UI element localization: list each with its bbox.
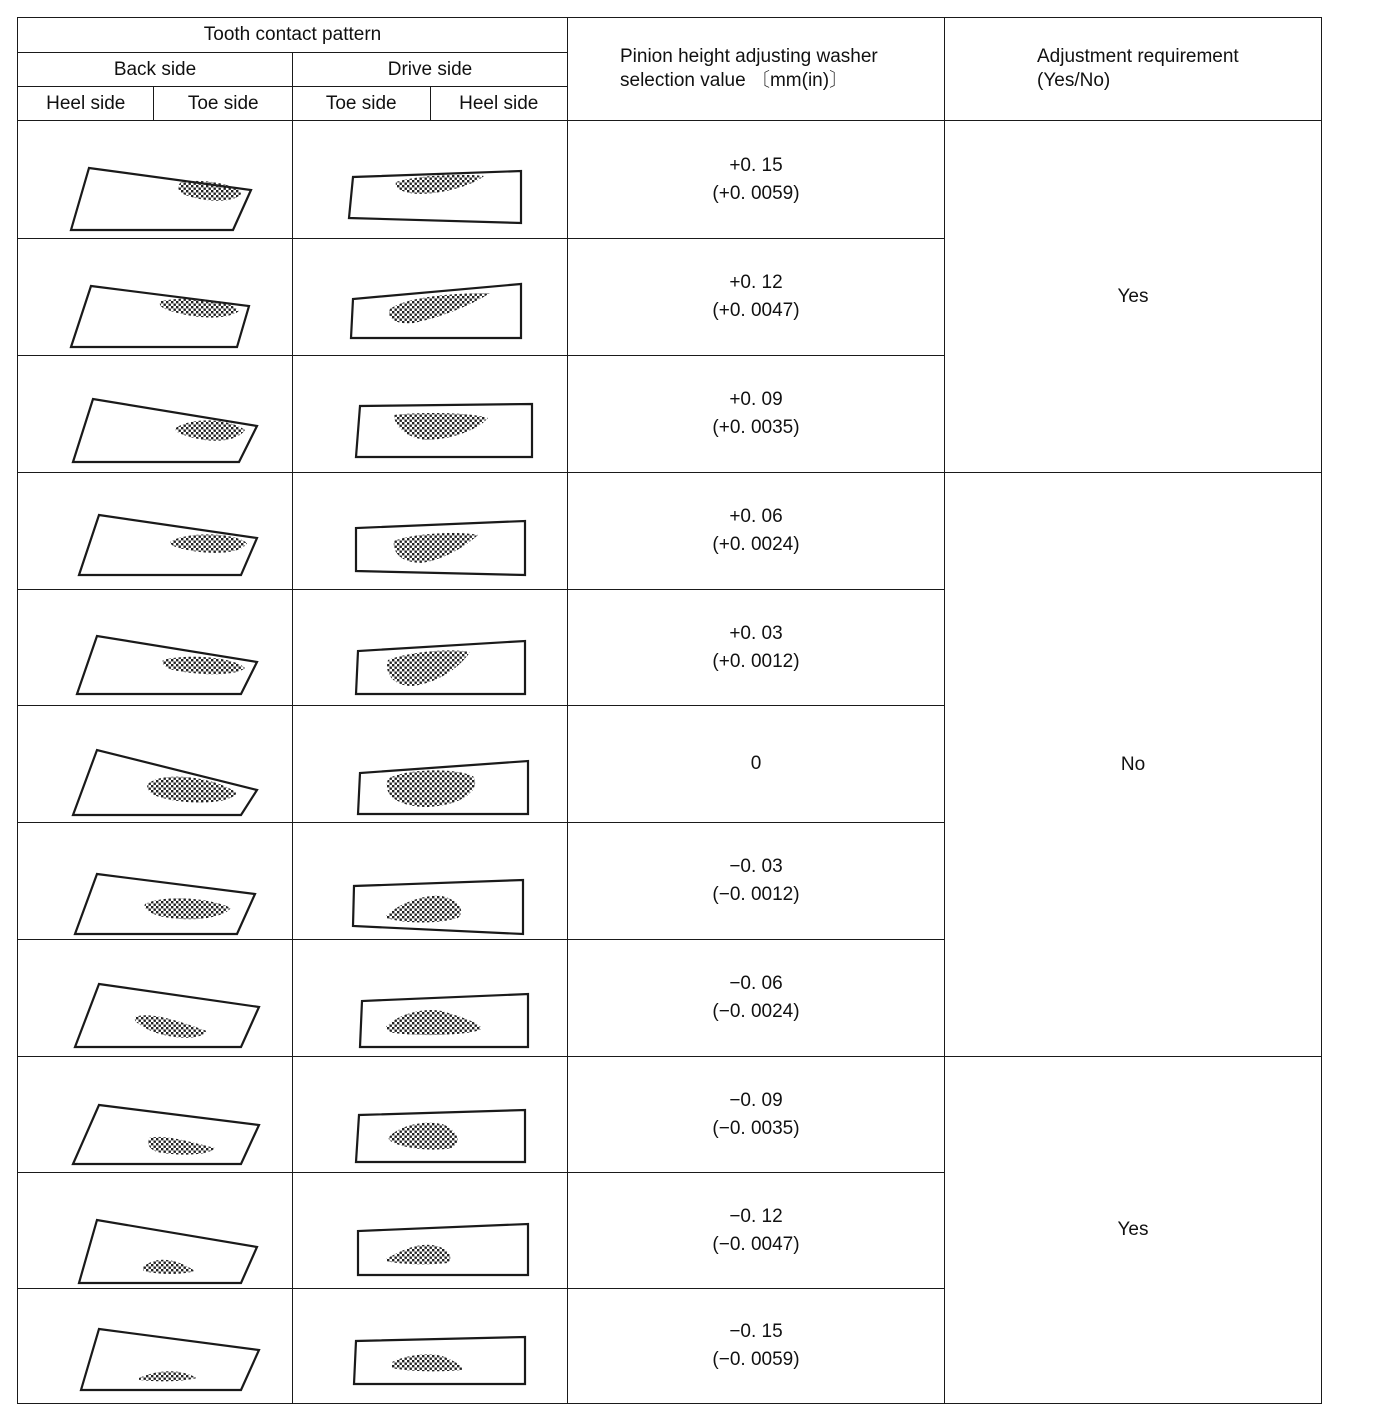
back-side-pattern-cell	[18, 706, 293, 823]
drive-side-tooth-sketch	[293, 590, 567, 705]
contact-pattern-area	[145, 898, 231, 919]
contact-pattern-area	[135, 1015, 207, 1038]
drive-side-pattern-cell	[293, 1289, 568, 1404]
washer-value-inch: (+0. 0024)	[712, 534, 800, 555]
adjustment-requirement-header	[945, 18, 1322, 121]
back-side-pattern-cell	[18, 940, 293, 1057]
washer-value-mm: +0. 06	[729, 506, 783, 527]
back-side-tooth-sketch	[18, 1289, 292, 1403]
contact-pattern-area	[396, 175, 484, 194]
tooth-contact-pattern-header: Tooth contact pattern	[18, 18, 568, 53]
washer-value-inch: (+0. 0035)	[712, 417, 800, 438]
drive-side-tooth-sketch	[293, 121, 567, 238]
adjustment-requirement-cell: Yes	[945, 1057, 1322, 1404]
washer-value-cell	[568, 940, 945, 1057]
contact-pattern-area	[171, 534, 248, 553]
contact-pattern-area	[178, 181, 241, 201]
washer-value-inch: (+0. 0059)	[712, 182, 800, 204]
washer-selection-header	[568, 18, 945, 121]
contact-pattern-area	[386, 896, 461, 923]
drive-side-tooth-sketch	[293, 473, 567, 589]
drive-side-tooth-sketch	[293, 1057, 567, 1172]
washer-value-cell	[568, 473, 945, 590]
washer-value-mm: −0. 06	[729, 973, 783, 994]
drive-side-tooth-sketch	[293, 706, 567, 822]
washer-value-mm: 0	[750, 753, 762, 774]
back-side-pattern-cell	[18, 473, 293, 590]
contact-pattern-area	[386, 1010, 482, 1035]
back-side-tooth-sketch	[18, 121, 292, 238]
drive-side-pattern-cell	[293, 356, 568, 473]
back-side-tooth-sketch	[18, 940, 292, 1056]
tooth-outline	[75, 984, 259, 1047]
table-row	[18, 1057, 1322, 1173]
contact-pattern-area	[175, 420, 245, 440]
back-side-pattern-cell	[18, 1057, 293, 1173]
drive-side-pattern-cell	[293, 706, 568, 823]
contact-pattern-area	[392, 1354, 462, 1371]
drive-side-pattern-cell	[293, 1057, 568, 1173]
washer-value-mm: −0. 09	[729, 1089, 783, 1111]
washer-value-cell	[568, 1173, 945, 1289]
washer-value-mm: +0. 12	[729, 272, 783, 293]
washer-value-mm: −0. 12	[729, 1205, 783, 1227]
contact-pattern-area	[389, 1123, 458, 1150]
back-side-tooth-sketch	[18, 356, 292, 472]
drive-side-tooth-sketch	[293, 1173, 567, 1288]
contact-pattern-area	[394, 413, 488, 440]
back-side-tooth-sketch	[18, 590, 292, 705]
contact-pattern-area	[386, 1245, 450, 1265]
drive-side-pattern-cell	[293, 121, 568, 239]
washer-value-inch: (−0. 0059)	[712, 1349, 800, 1370]
contact-pattern-area	[162, 657, 245, 675]
contact-pattern-area	[160, 299, 239, 318]
back-side-tooth-sketch	[18, 1057, 292, 1172]
drive-side-pattern-cell	[293, 473, 568, 590]
contact-pattern-area	[394, 533, 478, 563]
back-side-header: Back side	[18, 53, 293, 87]
contact-pattern-area	[387, 650, 470, 686]
washer-value-mm: +0. 15	[729, 154, 783, 176]
contact-pattern-area	[148, 1137, 215, 1155]
drive-toe-side-header: Toe side	[293, 87, 431, 121]
contact-pattern-area	[389, 293, 490, 323]
back-side-pattern-cell	[18, 356, 293, 473]
back-side-pattern-cell	[18, 239, 293, 356]
adjust-header-line2: (Yes/No)	[1037, 70, 1111, 91]
washer-value-cell	[568, 239, 945, 356]
drive-heel-side-header: Heel side	[430, 87, 568, 121]
adjust-header-line1: Adjustment requirement	[1037, 46, 1239, 67]
washer-value-inch: (−0. 0047)	[712, 1233, 800, 1255]
washer-value-inch: (−0. 0035)	[712, 1117, 800, 1139]
drive-side-tooth-sketch	[293, 356, 567, 472]
washer-value-cell	[568, 590, 945, 706]
washer-value-cell	[568, 823, 945, 940]
back-side-tooth-sketch	[18, 473, 292, 589]
washer-value-inch: (−0. 0012)	[712, 884, 800, 905]
tooth-outline	[73, 1105, 259, 1164]
drive-side-header: Drive side	[293, 53, 568, 87]
table-row	[18, 121, 1322, 239]
back-side-pattern-cell	[18, 1173, 293, 1289]
back-side-pattern-cell	[18, 823, 293, 940]
adjustment-requirement-cell: Yes	[945, 121, 1322, 473]
washer-value-inch: (−0. 0024)	[712, 1001, 800, 1022]
washer-header-line1: Pinion height adjusting washer	[620, 46, 878, 67]
adjustment-requirement-cell: No	[945, 473, 1322, 1057]
contact-pattern-area	[387, 770, 475, 807]
drive-side-tooth-sketch	[293, 1289, 567, 1403]
washer-value-cell	[568, 121, 945, 239]
back-side-pattern-cell	[18, 1289, 293, 1404]
back-toe-side-header: Toe side	[154, 87, 293, 121]
back-side-pattern-cell	[18, 590, 293, 706]
back-side-tooth-sketch	[18, 239, 292, 355]
drive-side-tooth-sketch	[293, 823, 567, 939]
back-heel-side-header: Heel side	[18, 87, 154, 121]
contact-pattern-area	[143, 1260, 195, 1274]
washer-value-inch: (+0. 0012)	[712, 650, 800, 672]
washer-header-line2: selection value 〔mm(in)〕	[620, 70, 849, 91]
drive-side-pattern-cell	[293, 1173, 568, 1289]
tooth-contact-table	[17, 17, 1322, 1404]
drive-side-pattern-cell	[293, 590, 568, 706]
back-side-tooth-sketch	[18, 823, 292, 939]
washer-value-cell	[568, 1057, 945, 1173]
drive-side-tooth-sketch	[293, 239, 567, 355]
washer-value-mm: −0. 03	[729, 856, 783, 877]
washer-value-cell	[568, 356, 945, 473]
table-row	[18, 473, 1322, 590]
washer-value-cell	[568, 1289, 945, 1404]
drive-side-pattern-cell	[293, 239, 568, 356]
drive-side-pattern-cell	[293, 940, 568, 1057]
washer-value-mm: −0. 15	[729, 1321, 783, 1342]
back-side-tooth-sketch	[18, 1173, 292, 1288]
washer-value-inch: (+0. 0047)	[712, 300, 800, 321]
back-side-tooth-sketch	[18, 706, 292, 822]
contact-pattern-area	[139, 1371, 197, 1381]
washer-value-mm: +0. 03	[729, 622, 783, 644]
drive-side-pattern-cell	[293, 823, 568, 940]
washer-value-cell	[568, 706, 945, 823]
washer-value-mm: +0. 09	[729, 389, 783, 410]
back-side-pattern-cell	[18, 121, 293, 239]
drive-side-tooth-sketch	[293, 940, 567, 1056]
